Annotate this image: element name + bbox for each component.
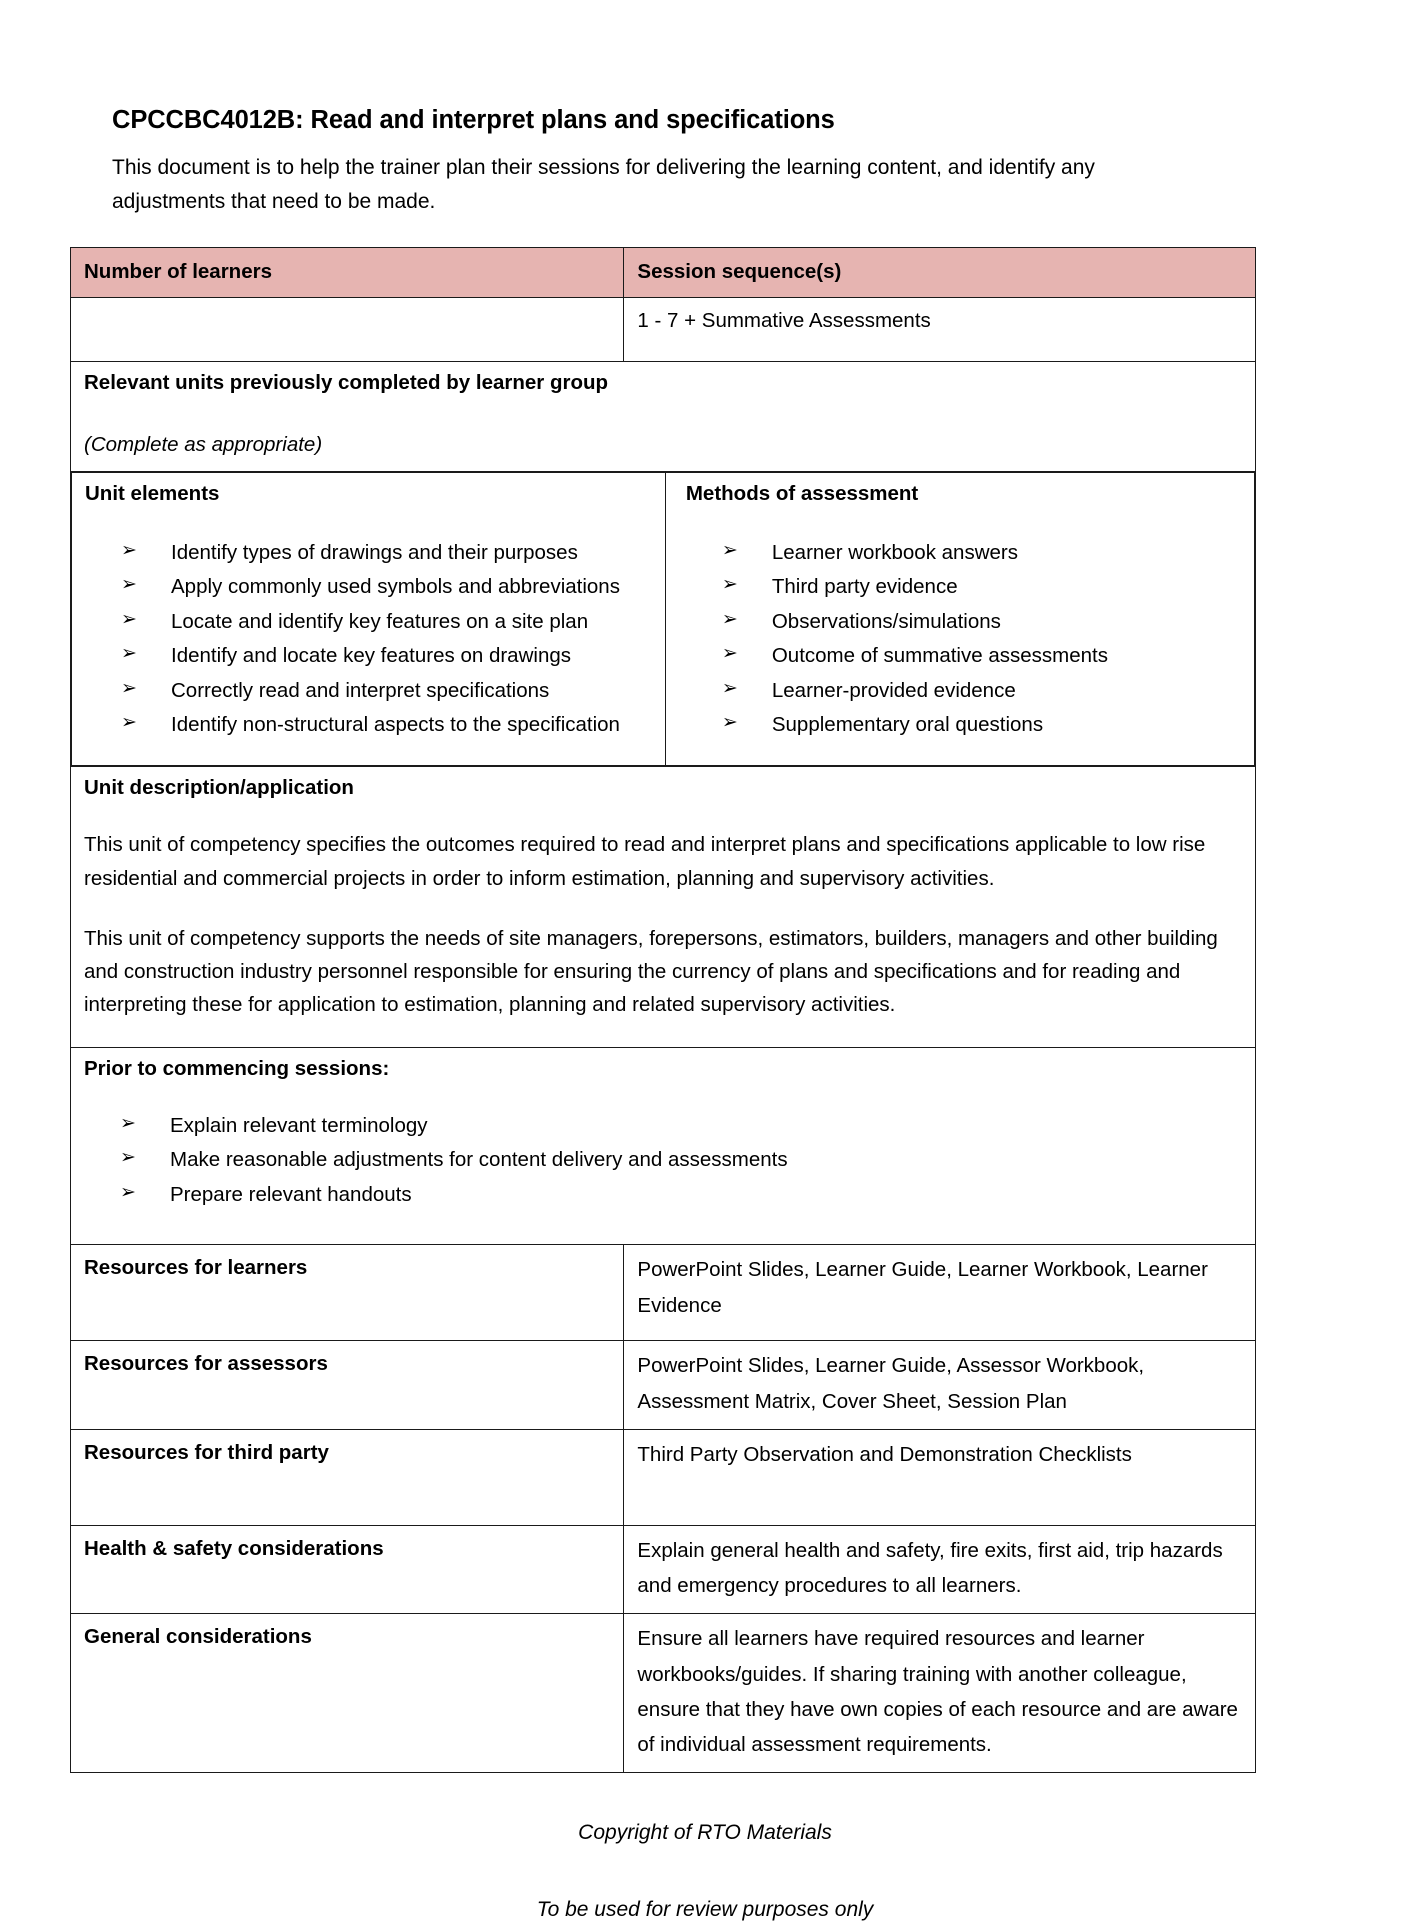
table-row-resources-learners — [71, 1245, 1256, 1341]
bullet-arrow-icon: ➢ — [121, 711, 137, 734]
list-item-label: Observations/simulations — [771, 609, 1001, 633]
unit-description-body — [84, 828, 1242, 1021]
document-intro-text: This document is to help the trainer plan their sessions for delivering the learning content, and identify any adjustments that need to be made. — [112, 155, 1095, 213]
list-item — [120, 1112, 1242, 1139]
table-row-resources-assessors — [71, 1341, 1256, 1430]
table-row-headers — [71, 247, 1256, 297]
value-resources-for-assessors — [624, 1341, 1256, 1430]
relevant-units-note: (Complete as appropriate) — [84, 433, 323, 457]
list-item-label: Identify non-structural aspects to the specification — [171, 713, 620, 737]
resources-learners-value: PowerPoint Slides, Learner Guide, Learner Workbook, Learner Evidence — [637, 1258, 1208, 1317]
value-health-safety-considerations — [624, 1525, 1256, 1614]
list-item-label: Apply commonly used symbols and abbreviations — [171, 575, 620, 599]
methods-heading: Methods of assessment — [685, 482, 919, 506]
prior-sessions-list — [84, 1112, 1242, 1208]
table-row-resources-third-party — [71, 1429, 1256, 1525]
cell-number-of-learners-header: Number of learners — [71, 247, 624, 297]
label-general-considerations — [71, 1614, 624, 1773]
resources-third-party-value: Third Party Observation and Demonstration Checklists — [637, 1442, 1132, 1466]
value-resources-for-third-party — [624, 1429, 1256, 1525]
value-resources-for-learners — [624, 1245, 1256, 1341]
table-row-relevant-units — [71, 361, 1256, 471]
footer-review-notice: To be used for review purposes only — [536, 1897, 874, 1921]
label-resources-for-learners — [71, 1245, 624, 1341]
health-safety-value: Explain general health and safety, fire exits, first aid, trip hazards and emergency procedures to all learners. — [637, 1538, 1223, 1598]
cell-relevant-units — [71, 361, 1256, 471]
unit-description-paragraph: This unit of competency specifies the outcomes required to read and interpret plans and specifications applicable to low rise residential and commercial projects in order to inform estimation, planning and supervisory activities. — [84, 833, 1206, 890]
resources-third-party-label: Resources for third party — [84, 1440, 329, 1464]
resources-assessors-label: Resources for assessors — [84, 1352, 328, 1376]
list-item — [121, 539, 652, 566]
bullet-arrow-icon: ➢ — [120, 1112, 136, 1135]
list-item-label: Identify types of drawings and their purposes — [171, 540, 578, 564]
unit-elements-heading: Unit elements — [85, 482, 220, 506]
bullet-arrow-icon: ➢ — [121, 607, 137, 630]
health-safety-label: Health & safety considerations — [84, 1536, 384, 1560]
prior-sessions-heading: Prior to commencing sessions: — [84, 1057, 390, 1081]
unit-description-paragraph: This unit of competency supports the needs of site managers, forepersons, estimators, builders, managers and other building and construction industry personnel responsible for ensuring the currency of plans and specifications and for reading and interpreting these for application to estimation, planning and related supervisory activities. — [84, 926, 1218, 1017]
cell-elements-methods-wrapper — [71, 472, 1256, 767]
table-row-prior-sessions — [71, 1048, 1256, 1245]
bullet-arrow-icon: ➢ — [121, 676, 137, 699]
bullet-arrow-icon: ➢ — [121, 573, 137, 596]
bullet-arrow-icon: ➢ — [721, 573, 738, 596]
list-item-label: Learner-provided evidence — [771, 678, 1016, 702]
bullet-arrow-icon: ➢ — [721, 711, 738, 734]
bullet-arrow-icon: ➢ — [721, 676, 738, 699]
table-row-health-safety — [71, 1525, 1256, 1614]
label-resources-for-third-party — [71, 1429, 624, 1525]
bullet-arrow-icon: ➢ — [721, 607, 738, 630]
list-item — [722, 642, 1241, 669]
general-considerations-value: Ensure all learners have required resources and learner workbooks/guides. If sharing training with another colleague, ensure that they have own copies of each resource and are aware of individual assessment requirements. — [637, 1627, 1238, 1757]
relevant-units-heading: Relevant units previously completed by learner group — [84, 370, 609, 394]
table-row-general-considerations — [71, 1614, 1256, 1773]
cell-session-sequence-header: Session sequence(s) — [624, 247, 1256, 297]
cell-prior-sessions — [71, 1048, 1256, 1245]
cell-number-of-learners-value[interactable] — [71, 297, 624, 361]
list-item — [121, 677, 652, 704]
cell-unit-description — [71, 766, 1256, 1048]
table-row-unit-description — [71, 766, 1256, 1048]
list-item — [722, 677, 1241, 704]
resources-learners-label: Resources for learners — [84, 1256, 308, 1280]
general-considerations-label: General considerations — [84, 1625, 312, 1649]
resources-assessors-value: PowerPoint Slides, Learner Guide, Assessor Workbook, Assessment Matrix, Cover Sheet, Session Plan — [637, 1354, 1145, 1413]
list-item — [722, 573, 1241, 600]
list-item — [722, 608, 1241, 635]
label-health-safety-considerations — [71, 1525, 624, 1614]
list-item — [121, 608, 652, 635]
list-item-label: Explain relevant terminology — [170, 1114, 428, 1138]
page-footer — [112, 1817, 1298, 1925]
bullet-arrow-icon: ➢ — [120, 1146, 136, 1169]
table-row-values — [71, 297, 1256, 361]
table-row-elements-methods — [71, 472, 1256, 767]
bullet-arrow-icon: ➢ — [721, 538, 738, 561]
cell-methods-of-assessment — [665, 473, 1254, 766]
list-item-label: Third party evidence — [771, 575, 958, 599]
list-item — [120, 1146, 1242, 1173]
bullet-arrow-icon: ➢ — [121, 642, 137, 665]
list-item — [120, 1181, 1242, 1208]
list-item-label: Identify and locate key features on drawings — [171, 644, 571, 668]
page-title: CPCCBC4012B: Read and interpret plans and specifications — [112, 106, 835, 134]
list-item-label: Locate and identify key features on a site plan — [171, 609, 589, 633]
list-item-label: Correctly read and interpret specifications — [171, 678, 550, 702]
methods-list — [686, 539, 1241, 739]
list-item — [722, 711, 1241, 738]
cell-unit-elements — [72, 473, 666, 766]
session-plan-table — [70, 247, 1256, 1774]
cell-session-sequence-value[interactable]: 1 - 7 + Summative Assessments — [624, 297, 1256, 361]
list-item-label: Make reasonable adjustments for content delivery and assessments — [170, 1148, 788, 1172]
unit-elements-list — [85, 539, 652, 739]
unit-description-heading: Unit description/application — [84, 775, 354, 799]
list-item-label: Supplementary oral questions — [771, 713, 1044, 737]
footer-copyright: Copyright of RTO Materials — [578, 1821, 832, 1845]
list-item-label: Learner workbook answers — [771, 540, 1018, 564]
bullet-arrow-icon: ➢ — [120, 1180, 136, 1203]
value-general-considerations — [624, 1614, 1256, 1773]
list-item — [722, 539, 1241, 566]
list-item — [121, 711, 652, 738]
bullet-arrow-icon: ➢ — [721, 642, 738, 665]
list-item — [121, 642, 652, 669]
label-resources-for-assessors — [71, 1341, 624, 1430]
list-item — [121, 573, 652, 600]
list-item-label: Outcome of summative assessments — [771, 644, 1108, 668]
bullet-arrow-icon: ➢ — [121, 538, 137, 561]
list-item-label: Prepare relevant handouts — [170, 1182, 412, 1206]
